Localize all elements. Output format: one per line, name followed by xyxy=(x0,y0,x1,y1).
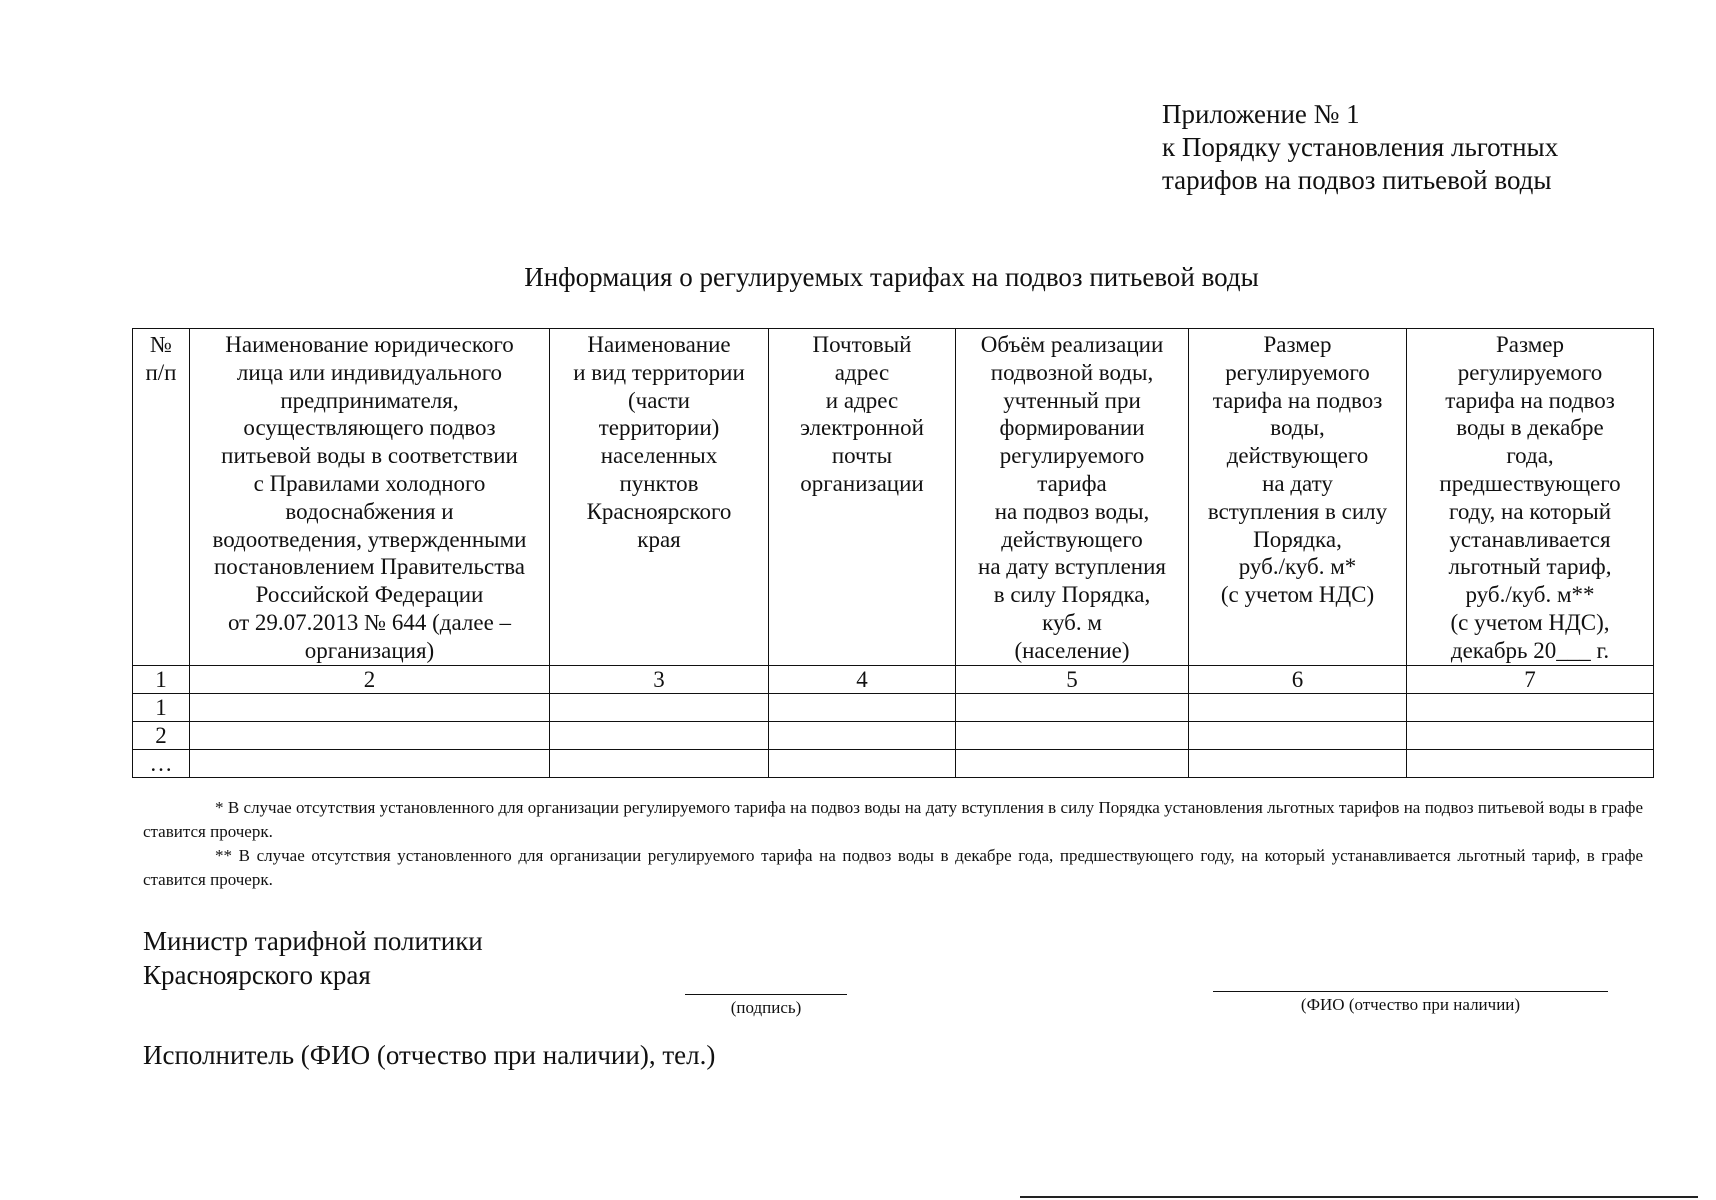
column-header-6 xyxy=(1189,329,1407,666)
column-header-line: территории) xyxy=(598,415,720,441)
column-header-1 xyxy=(133,329,190,666)
column-header-line: тарифа на подвоз xyxy=(1445,387,1615,413)
table-cell xyxy=(190,749,550,777)
column-header-line: Объём реализации xyxy=(980,332,1164,357)
column-header-line: и вид территории xyxy=(573,359,745,385)
appendix-line-3: тарифов на подвоз питьевой воды xyxy=(1162,165,1552,195)
column-header-line: на дату вступления xyxy=(978,554,1166,580)
column-header-line: тарифа xyxy=(1037,470,1107,496)
column-header-2 xyxy=(190,329,550,666)
column-header-line: Российской Федерации xyxy=(255,582,484,608)
column-number-row xyxy=(133,665,1654,693)
column-header-line: адрес xyxy=(834,359,890,385)
table-cell xyxy=(190,693,550,721)
table-cell xyxy=(769,693,956,721)
column-header-5 xyxy=(956,329,1189,666)
column-header-line: лица или индивидуального xyxy=(236,359,503,385)
table-cell xyxy=(1189,721,1407,749)
column-header-line: Размер xyxy=(1263,332,1332,357)
column-header-line: вступления в силу xyxy=(1207,498,1388,524)
column-header-line: декабрь 20___ г. xyxy=(1450,637,1610,663)
column-header-line: куб. м xyxy=(1042,609,1102,635)
column-number: 3 xyxy=(550,665,769,693)
column-header-line: с Правилами холодного xyxy=(253,470,486,496)
document-title: Информация о регулируемых тарифах на подвоз питьевой воды xyxy=(524,262,1259,292)
name-label: (ФИО (отчество при наличии) xyxy=(1300,995,1521,1014)
table-row xyxy=(133,693,1654,721)
table-cell xyxy=(956,721,1189,749)
column-header-line: регулируемого xyxy=(999,443,1145,469)
row-number-cell: 2 xyxy=(133,721,190,749)
column-header-line: предшествующего xyxy=(1439,470,1621,496)
column-header-line: регулируемого xyxy=(1457,359,1603,385)
column-number: 4 xyxy=(769,665,956,693)
table-cell xyxy=(1407,749,1654,777)
table-cell xyxy=(550,721,769,749)
signatory-position-line-2: Красноярского края xyxy=(143,960,371,990)
column-header-line: льготный тариф, xyxy=(1448,554,1612,580)
column-header-line: (с учетом НДС), xyxy=(1450,609,1610,635)
column-header-line: водоснабжения и xyxy=(285,498,454,524)
column-header-4 xyxy=(769,329,956,666)
column-header-line: электронной xyxy=(800,415,924,441)
signatory-position xyxy=(143,924,483,992)
column-header-line: осуществляющего подвоз xyxy=(243,415,496,441)
column-number: 1 xyxy=(133,665,190,693)
signature-label: (подпись) xyxy=(730,998,802,1017)
column-header-line: воды в декабре xyxy=(1456,415,1604,441)
column-header-line: устанавливается xyxy=(1449,526,1611,552)
column-header-line: Размер xyxy=(1495,332,1565,357)
table-header-row xyxy=(133,329,1654,666)
column-header-line: учтенный при xyxy=(1003,387,1141,413)
column-header-line: воды, xyxy=(1270,415,1325,441)
column-header-line: на дату xyxy=(1262,470,1333,496)
column-header-line: году, на который xyxy=(1448,498,1612,524)
column-header-line: предпринимателя, xyxy=(280,387,459,413)
column-header-line: подвозной воды, xyxy=(990,359,1154,385)
column-header-line: года, xyxy=(1506,443,1554,469)
signatory-position-line-1: Министр тарифной политики xyxy=(143,926,483,956)
column-header-line: постановлением Правительства xyxy=(213,554,526,580)
table-body xyxy=(133,693,1654,777)
name-line xyxy=(1213,991,1608,992)
column-header-line: Наименование xyxy=(587,332,731,357)
table-cell xyxy=(1407,693,1654,721)
column-header-line: действующего xyxy=(1226,443,1369,469)
tariff-table xyxy=(132,328,1654,778)
column-header-7 xyxy=(1407,329,1654,666)
column-number: 6 xyxy=(1189,665,1407,693)
column-header-line: руб./куб. м* xyxy=(1238,554,1357,580)
column-header-line: Почтовый xyxy=(812,332,912,357)
column-header-line: (население) xyxy=(1014,637,1130,663)
column-header-line: руб./куб. м** xyxy=(1465,582,1595,608)
table-row xyxy=(133,721,1654,749)
column-header-line: организации xyxy=(800,470,924,496)
column-header-line: и адрес xyxy=(825,387,899,413)
table-cell xyxy=(956,693,1189,721)
column-header-line: водоотведения, утвержденными xyxy=(212,526,527,552)
table-cell xyxy=(550,749,769,777)
column-number: 2 xyxy=(190,665,550,693)
column-header-line: населенных xyxy=(600,443,718,469)
column-number: 7 xyxy=(1407,665,1654,693)
column-number: 5 xyxy=(956,665,1189,693)
column-header-line: края xyxy=(637,526,681,552)
table-cell xyxy=(190,721,550,749)
appendix-line-2: к Порядку установления льготных xyxy=(1162,132,1559,162)
appendix-note xyxy=(1162,98,1558,197)
table-cell xyxy=(1189,749,1407,777)
table-cell xyxy=(769,749,956,777)
column-header-line: Порядка, xyxy=(1253,526,1342,552)
column-header-line: тарифа на подвоз xyxy=(1212,387,1383,413)
column-header-line: формировании xyxy=(999,415,1145,441)
footnote-1: * В случае отсутствия установленного для организации регулируемого тарифа на подвоз воды на дату вступления в силу Порядка установления льготных тарифов на подвоз питьевой воды в графе ставится прочерк. xyxy=(143,798,1643,841)
footnote-2: ** В случае отсутствия установленного для организации регулируемого тарифа на подвоз воды в декабре года, предшествующего году, на который устанавливается льготный тариф, в графе ставится прочерк. xyxy=(143,846,1643,889)
executor-line: Исполнитель (ФИО (отчество при наличии), тел.) xyxy=(143,1040,716,1070)
column-header-line: (с учетом НДС) xyxy=(1220,582,1375,608)
table-cell xyxy=(956,749,1189,777)
row-number-cell: … xyxy=(133,749,190,777)
column-header-line: регулируемого xyxy=(1225,359,1370,385)
appendix-line-1: Приложение № 1 xyxy=(1162,99,1360,129)
column-header-line: п/п xyxy=(145,359,177,385)
bottom-rule xyxy=(1020,1196,1698,1198)
column-header-line: действующего xyxy=(1001,526,1143,552)
table-cell xyxy=(1189,693,1407,721)
row-number-cell: 1 xyxy=(133,693,190,721)
column-header-line: Наименование юридического xyxy=(225,332,514,357)
column-header-line: почты xyxy=(831,443,893,469)
table-row xyxy=(133,749,1654,777)
table-cell xyxy=(550,693,769,721)
signature-line xyxy=(685,994,847,995)
table-cell xyxy=(1407,721,1654,749)
footnotes xyxy=(143,796,1643,892)
column-header-line: питьевой воды в соответствии xyxy=(221,443,518,469)
column-header-3 xyxy=(550,329,769,666)
column-header-line: организация) xyxy=(304,637,435,663)
table-cell xyxy=(769,721,956,749)
column-header-line: Красноярского xyxy=(586,498,732,524)
column-header-line: от 29.07.2013 № 644 (далее – xyxy=(227,609,512,635)
column-header-line: пунктов xyxy=(619,470,699,496)
column-header-line: на подвоз воды, xyxy=(994,498,1150,524)
column-header-line: в силу Порядка, xyxy=(993,582,1151,608)
column-header-line: (части xyxy=(627,387,690,413)
column-header-line: № xyxy=(150,332,172,357)
